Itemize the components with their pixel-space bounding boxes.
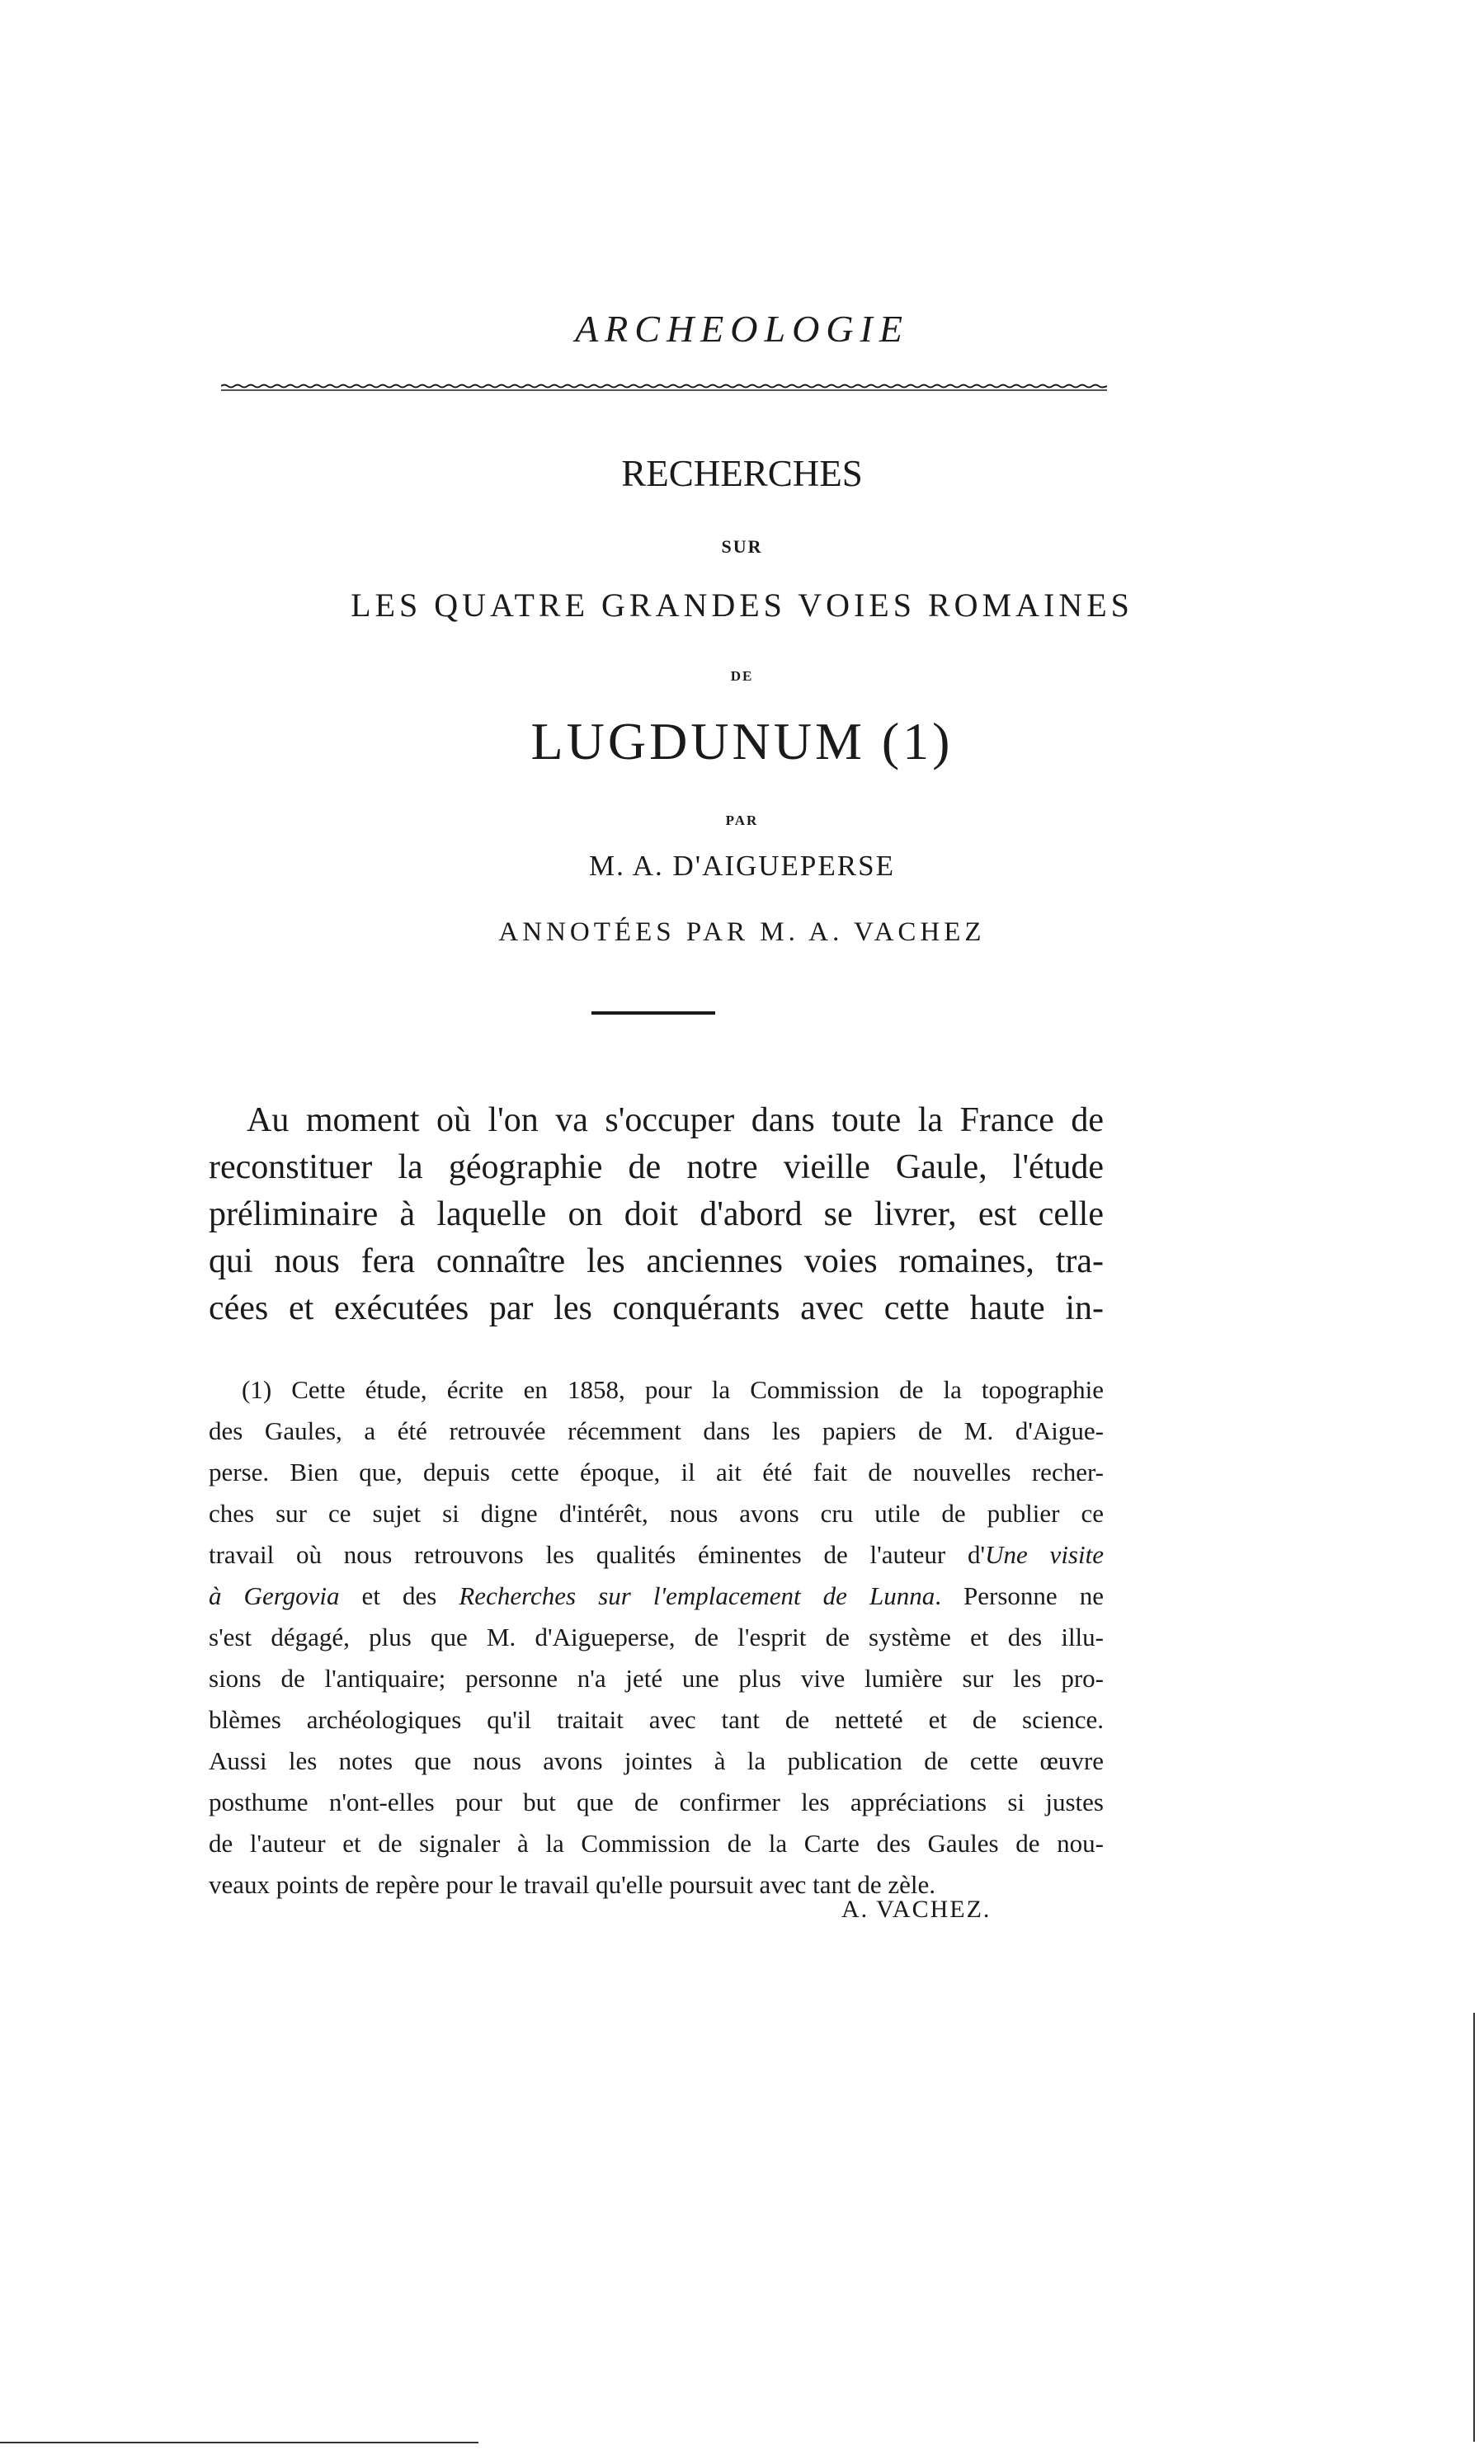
footnote-line: veaux points de repère pour le travail qu'elle poursuit avec tant de zèle. <box>209 1870 935 1899</box>
annotator-line: ANNOTÉES PAR M. A. VACHEZ <box>498 917 986 947</box>
footnote-line: ches sur ce sujet si digne d'intérêt, nous avons cru utile de publier ce <box>209 1499 1104 1528</box>
footnote-book-title: Recherches sur l'emplacement de Lunna <box>459 1581 935 1610</box>
body-paragraph <box>209 1097 1104 1332</box>
footnote-line: des Gaules, a été retrouvée récemment dans les papiers de M. d'Aigue- <box>209 1416 1104 1445</box>
footnote-line: Aussi les notes que nous avons jointes à la publication de cette œuvre <box>209 1746 1104 1775</box>
footnote-line <box>209 1534 1104 1576</box>
footnote-line <box>209 1576 1104 1617</box>
title-par: PAR <box>725 813 759 828</box>
author-name: M. A. D'AIGUEPERSE <box>589 850 895 882</box>
footnote-book-title: à Gergovia <box>209 1581 340 1610</box>
footnote-line: (1) Cette étude, écrite en 1858, pour la Commission de la topographie <box>242 1375 1104 1404</box>
body-line: Au moment où l'on va s'occuper dans toute la France de <box>247 1101 1104 1139</box>
footnote-line: de l'auteur et de signaler à la Commission de la Carte des Gaules de nou- <box>209 1829 1104 1858</box>
divider-rule <box>591 1011 715 1015</box>
page-edge-line <box>1473 2013 1475 2442</box>
section-heading: ARCHEOLOGIE <box>575 308 909 350</box>
title-de: DE <box>730 668 754 684</box>
title-lugdunum: LUGDUNUM (1) <box>530 712 954 770</box>
body-line: qui nous fera connaître les anciennes voies romaines, tra- <box>209 1242 1104 1280</box>
decorative-wavy-rule <box>221 383 1107 393</box>
body-line: cées et exécutées par les conquérants avec cette haute in- <box>209 1289 1104 1327</box>
footnote <box>209 1369 1104 1906</box>
title-voies: LES QUATRE GRANDES VOIES ROMAINES <box>351 587 1133 624</box>
footnote-line: perse. Bien que, depuis cette époque, il ait été fait de nouvelles recher- <box>209 1458 1104 1486</box>
body-line: reconstituer la géographie de notre vieille Gaule, l'étude <box>209 1148 1104 1186</box>
footnote-line: sions de l'antiquaire; personne n'a jeté une plus vive lumière sur les pro- <box>209 1664 1104 1693</box>
footnote-book-title: Une visite <box>985 1540 1104 1569</box>
footnote-line: s'est dégagé, plus que M. d'Aigueperse, de l'esprit de système et des illu- <box>209 1623 1104 1651</box>
footnote-line: posthume n'ont-elles pour but que de confirmer les appréciations si justes <box>209 1788 1104 1816</box>
title-recherches: RECHERCHES <box>621 453 863 494</box>
body-line: préliminaire à laquelle on doit d'abord se livrer, est celle <box>209 1195 1104 1233</box>
footnote-signature: A. VACHEZ. <box>841 1896 992 1923</box>
footnote-text: . Personne ne <box>935 1581 1105 1610</box>
footnote-line: blèmes archéologiques qu'il traitait avec tant de netteté et de science. <box>209 1705 1104 1734</box>
page-edge-line <box>0 2442 478 2443</box>
footnote-text: et des <box>339 1581 459 1610</box>
footnote-text: travail où nous retrouvons les qualités éminentes de l'auteur d' <box>209 1540 986 1569</box>
title-sur: SUR <box>721 536 763 557</box>
